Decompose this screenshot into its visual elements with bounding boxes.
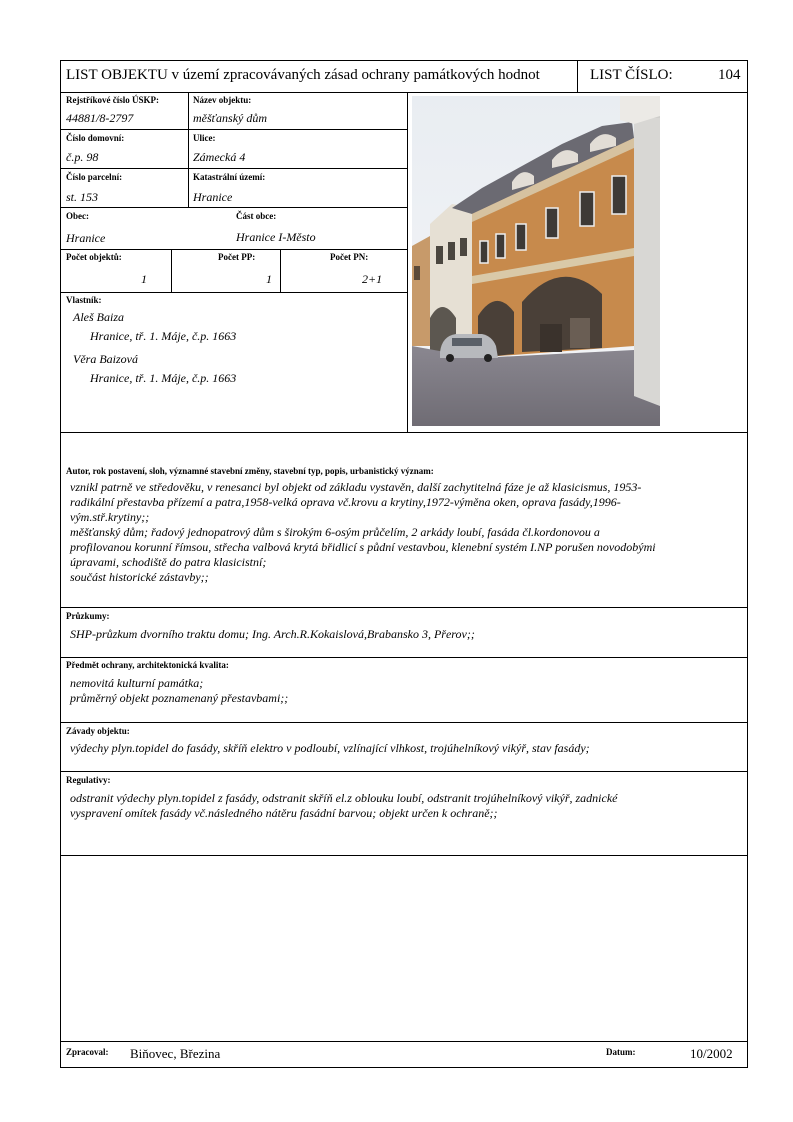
text-line: SHP-průzkum dvorního traktu domu; Ing. Arch.R.Kokaislová,Brabansko 3, Přerov;; [70, 627, 475, 641]
nazev-value: měšťanský dům [193, 111, 268, 125]
divider [60, 657, 747, 658]
parcelni-label: Číslo parcelní: [66, 172, 123, 182]
obec-value: Hranice [66, 231, 106, 245]
rejstrikove-value: 44881/8-2797 [66, 111, 134, 125]
owner-address: Hranice, tř. 1. Máje, č.p. 1663 [90, 329, 237, 343]
building-photo-icon [412, 96, 660, 426]
text-line: průměrný objekt poznamenaný přestavbami;; [70, 691, 289, 705]
zavady-text [70, 741, 590, 756]
building-photo [412, 96, 660, 426]
text-line: profilovanou korunní římsou, střecha valbová krytá břidlicí s půdní vestavbou, klenební systém I.NP porušen novodobými [70, 540, 656, 554]
domovni-label: Číslo domovní: [66, 133, 125, 143]
ulice-label: Ulice: [193, 133, 216, 143]
pocet-pp-value: 1 [266, 272, 272, 286]
predmet-text [70, 676, 288, 706]
list-cislo-label: LIST ČÍSLO: [590, 67, 673, 83]
divider [60, 855, 747, 856]
divider [188, 92, 189, 207]
rejstrikove-label: Rejstříkové číslo ÚSKP: [66, 95, 159, 105]
text-line: součást historické zástavby;; [70, 570, 209, 584]
text-line: nemovitá kulturní památka; [70, 676, 204, 690]
pocet-pp-label: Počet PP: [218, 252, 256, 262]
divider [60, 207, 407, 208]
owner-name: Aleš Baiza [73, 310, 124, 324]
divider [171, 249, 172, 292]
cast-obce-label: Část obce: [236, 211, 277, 221]
text-line: vým.stř.krytiny;; [70, 510, 150, 524]
divider [280, 249, 281, 292]
domovni-value: č.p. 98 [66, 150, 99, 164]
divider [60, 771, 747, 772]
pocet-pn-value: 2+1 [362, 272, 383, 286]
text-line: radikální přestavba přízemí a patra,1958-velká oprava vč.krovu a krytiny,1972-výměna oken, oprava fasády,1996- [70, 495, 621, 509]
divider [407, 92, 408, 432]
owner-label: Vlastník: [66, 295, 102, 305]
divider [60, 1041, 747, 1042]
text-line: úpravami, schodiště do patra klasicistní; [70, 555, 267, 569]
autor-text [70, 480, 656, 585]
divider [60, 292, 407, 293]
pruzkumy-text [70, 627, 475, 642]
text-line: odstranit výdechy plyn.topidel z fasády, odstranit skříň el.z oblouku loubí, odstranit trojúhelníkový vikýř, zadnické [70, 791, 618, 805]
zavady-label: Závady objektu: [66, 726, 130, 736]
obec-label: Obec: [66, 211, 89, 221]
divider [60, 722, 747, 723]
text-line: vyspravení omítek fasády vč.následného nátěru fasádní barvou; objekt určen k ochraně;; [70, 806, 498, 820]
list-cislo-value: 104 [718, 67, 741, 83]
autor-label: Autor, rok postavení, sloh, významné stavební změny, stavební typ, popis, urbanistický význam: [66, 466, 434, 476]
divider [577, 60, 578, 92]
katastralni-value: Hranice [193, 190, 233, 204]
divider [60, 432, 747, 433]
divider [60, 168, 407, 169]
zpracoval-value: Biňovec, Březina [130, 1046, 221, 1061]
form-title: LIST OBJEKTU v území zpracovávaných zásad ochrany památkových hodnot [66, 67, 540, 83]
text-line: výdechy plyn.topidel do fasády, skříň elektro v podloubí, vzlínající vlhkost, trojúhelníkový vikýř, stav fasády; [70, 741, 590, 755]
divider [60, 92, 747, 93]
regulativy-text [70, 791, 617, 821]
pruzkumy-label: Průzkumy: [66, 611, 110, 621]
pocet-pn-label: Počet PN: [330, 252, 369, 262]
parcelni-value: st. 153 [66, 190, 99, 204]
pocet-objektu-label: Počet objektů: [66, 252, 122, 262]
zpracoval-label: Zpracoval: [66, 1047, 109, 1057]
nazev-label: Název objektu: [193, 95, 252, 105]
pocet-objektu-value: 1 [141, 272, 147, 286]
text-line: měšťanský dům; řadový jednopatrový dům s širokým 6-osým průčelím, 2 arkády loubí, fasáda čl.kordonovou a [70, 525, 600, 539]
datum-label: Datum: [606, 1047, 636, 1057]
divider [60, 607, 747, 608]
predmet-label: Předmět ochrany, architektonická kvalita: [66, 660, 229, 670]
owner-name: Věra Baizová [73, 352, 138, 366]
owner-address: Hranice, tř. 1. Máje, č.p. 1663 [90, 371, 237, 385]
katastralni-label: Katastrální území: [193, 172, 266, 182]
ulice-value: Zámecká 4 [193, 150, 246, 164]
divider [60, 129, 407, 130]
regulativy-label: Regulativy: [66, 775, 111, 785]
divider [60, 249, 407, 250]
text-line: vznikl patrně ve středověku, v renesanci byl objekt od základu vystavěn, další zachytitelná fáze je až klasicismus, 1953- [70, 480, 642, 494]
datum-value: 10/2002 [690, 1046, 733, 1061]
cast-obce-value: Hranice I-Město [236, 230, 316, 244]
